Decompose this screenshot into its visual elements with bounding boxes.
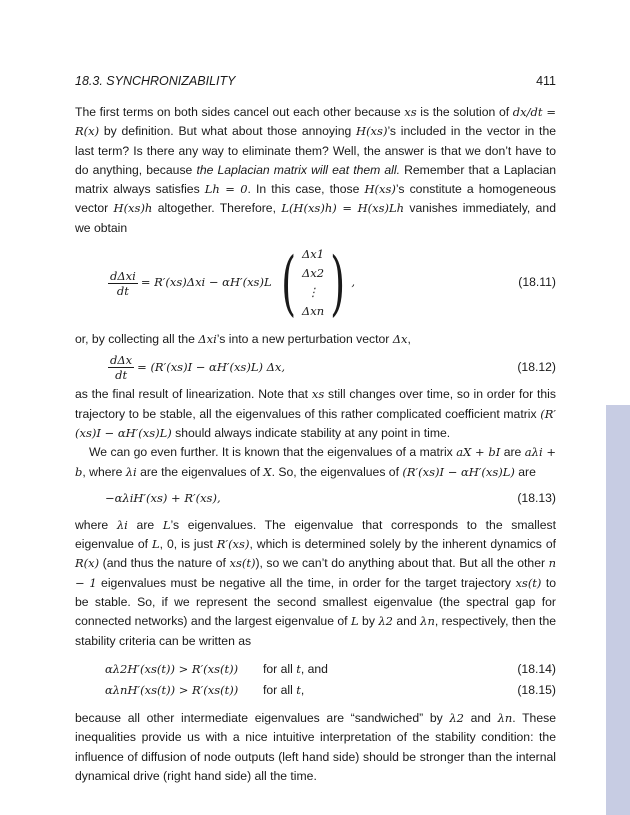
chapter-thumb-tab bbox=[606, 405, 630, 815]
paragraph-5: where λi are L’s eigenvalues. The eigenvalue that corresponds to the smallest eigenvalue of L, 0, is just R′(xs), which is determined solely by the inherent dynamics of R(x) (and thus the nature of xs(t)), so we can’t do anything about that. But all the other n − 1 eigenvalues must be negative all the time, in order for the target trajectory xs(t) to be stable. So, if we represent the second smallest eigenvalue (the spectral gap for connected networks) and the largest eigenvalue of L by λ2 and λn, respectively, then the stability criteria can be written as bbox=[75, 517, 556, 648]
running-head: 18.3. SYNCHRONIZABILITY bbox=[75, 74, 236, 88]
equation-number: (18.14) bbox=[517, 661, 556, 676]
equation-number: (18.13) bbox=[517, 491, 556, 506]
equation-number: (18.12) bbox=[517, 359, 556, 374]
equation-18-13: −αλiH′(xs) + R′(xs), (18.13) bbox=[75, 482, 556, 516]
equation-18-11: $\frac{\text{dΔxi}}{dt}$ = R′(xs)Δxi − αH′(xs)L ( Δx1 Δx2 ⋮ Δxn ) , (18.11) bbox=[110, 242, 556, 325]
equation-number: (18.15) bbox=[517, 682, 556, 697]
paragraph-4: We can go even further. It is known that the eigenvalues of a matrix aX + bI are aλi + b, where λi are the eigenvalues of X. So, the eigenvalues of (R′(xs)I − αH′(xs)L) are bbox=[75, 445, 556, 479]
paragraph-6: because all other intermediate eigenvalues are “sandwiched” by λ2 and λn. These inequalities provide us with a nice intuitive interpretation of the stability condition: the influence of diffusion of node outputs (left hand side) should be stronger than the internal dynamical drive (right hand side) all the time. bbox=[75, 710, 556, 783]
paragraph-1: The first terms on both sides cancel out each other because xs is the solution of dx/dt = R(x) by definition. But what about those annoying H(xs)’s included in the vector in the last term? Is there any way to eliminate them? Well, the answer is that we don’t have to do anything, because the Laplacian matrix will eat them all. Remember that a Laplacian matrix always satisfies Lh = 0. In this case, those H(xs)’s constitute a homogeneous vector H(xs)h altogether. Therefore, L(H(xs)h) = H(xs)Lh vanishes immediately, and we obtain bbox=[75, 105, 557, 235]
page-number: 411 bbox=[536, 74, 556, 88]
page-body bbox=[75, 103, 556, 786]
equation-18-14: αλ2H′(xs(t)) > R′(xs(t)) for all t, and (18.14) bbox=[75, 659, 556, 680]
paragraph-2: or, by collecting all the Δxi’s into a new perturbation vector Δx, bbox=[75, 332, 411, 347]
perturbation-vector: ( Δx1 Δx2 ⋮ Δxn ) bbox=[280, 242, 346, 325]
page-header bbox=[75, 74, 556, 94]
equation-number: (18.11) bbox=[518, 275, 556, 290]
equation-18-12: $\frac{\text{dΔx}}{dt}$ = (R′(xs)I − αH′(xs)L) Δx, (18.12) bbox=[110, 352, 556, 382]
paragraph-3: as the final result of linearization. Note that xs still changes over time, so in order for this trajectory to be stable, all the eigenvalues of this rather complicated coefficient matrix (R′(xs)I − αH′(xs)L) should always indicate stability at any point in time. bbox=[75, 387, 556, 440]
equation-18-15: αλnH′(xs(t)) > R′(xs(t)) for all t, (18.15) bbox=[75, 680, 556, 701]
